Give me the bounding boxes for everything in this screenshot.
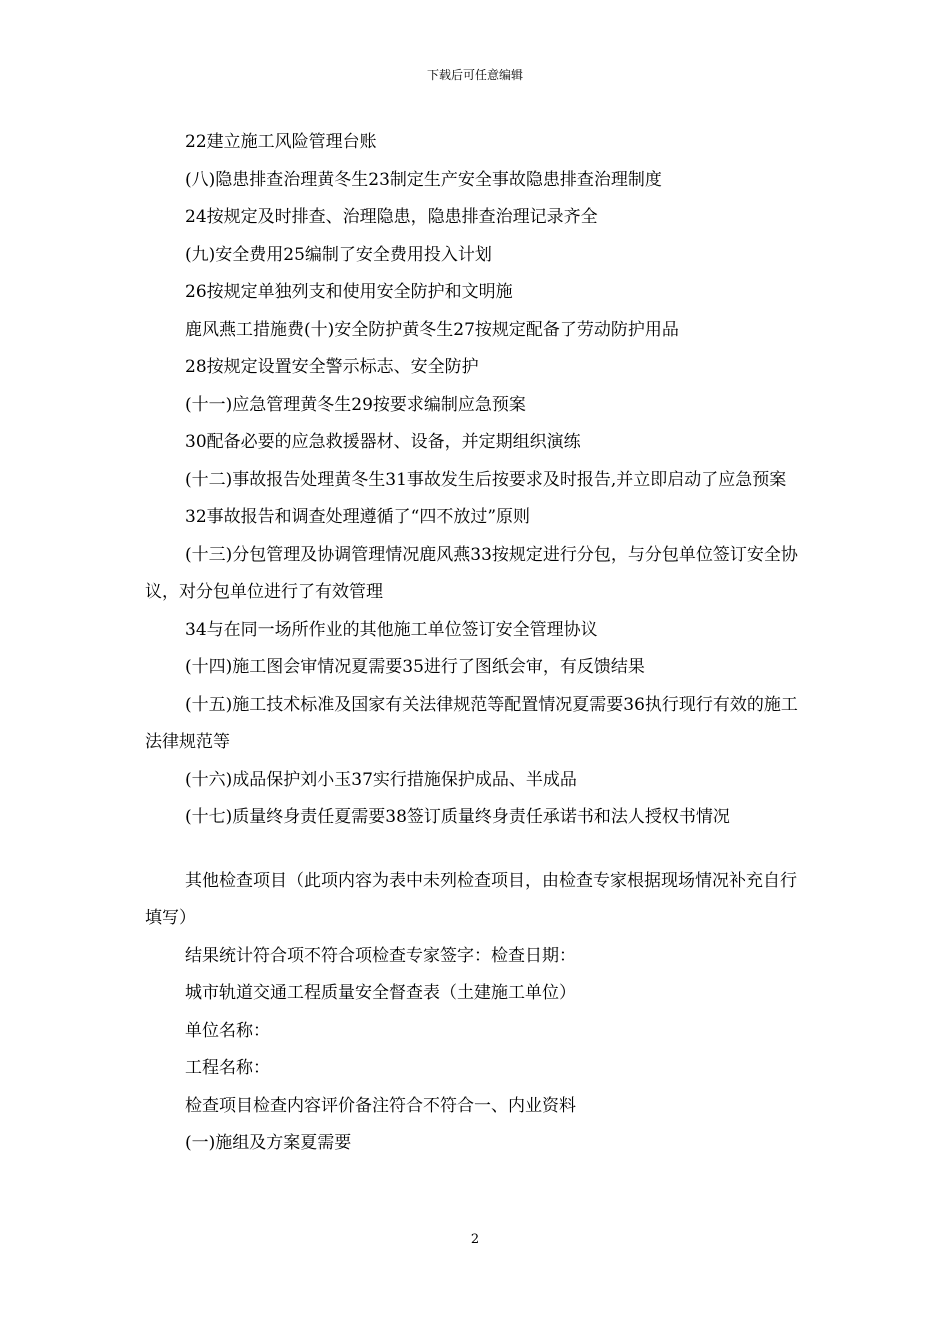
- page-header: 下载后可任意编辑: [426, 68, 523, 82]
- paragraph: (八)隐患排查治理黄冬生23制定生产安全事故隐患排查治理制度: [185, 169, 662, 190]
- paragraph: 28按规定设置安全警示标志、安全防护: [185, 357, 479, 377]
- paragraph: 34与在同一场所作业的其他施工单位签订安全管理协议: [185, 619, 598, 640]
- paragraph: (十二)事故报告处理黄冬生31事故发生后按要求及时报告,并立即启动了应急预案: [185, 469, 787, 490]
- paragraph: 其他检查项目（此项内容为表中未列检查项目，由检查专家根据现场情况补充自行填写）: [145, 870, 797, 928]
- paragraph: (十七)质量终身责任夏需要38签订质量终身责任承诺书和法人授权书情况: [185, 807, 730, 827]
- paragraph: (十三)分包管理及协调管理情况鹿风燕33按规定进行分包，与分包单位签订安全协议，对分包单位进行了有效管理: [145, 544, 798, 602]
- paragraph: 32事故报告和调查处理遵循了“四不放过”原则: [185, 507, 531, 527]
- paragraph: 单位名称：: [185, 1020, 270, 1041]
- paragraph: (十一)应急管理黄冬生29按要求编制应急预案: [185, 394, 526, 415]
- paragraph: 24按规定及时排查、治理隐患，隐患排查治理记录齐全: [185, 207, 598, 227]
- paragraph: 结果统计符合项不符合项检查专家签字：检查日期：: [185, 945, 576, 966]
- paragraph: 30配备必要的应急救援器材、设备，并定期组织演练: [185, 432, 581, 452]
- paragraph: (十五)施工技术标准及国家有关法律规范等配置情况夏需要36执行现行有效的施工法律规范等: [145, 694, 798, 752]
- paragraph: 城市轨道交通工程质量安全督查表（土建施工单位）: [185, 983, 576, 1003]
- paragraph: (九)安全费用25编制了安全费用投入计划: [185, 244, 492, 265]
- paragraph: 工程名称：: [185, 1058, 270, 1078]
- document-body: [145, 124, 810, 1163]
- paragraph: 26按规定单独列支和使用安全防护和文明施: [185, 282, 513, 302]
- paragraph: (一)施组及方案夏需要: [185, 1133, 352, 1153]
- page-number: 2: [470, 1232, 480, 1247]
- paragraph: 22建立施工风险管理台账: [185, 132, 377, 152]
- paragraph: (十四)施工图会审情况夏需要35进行了图纸会审，有反馈结果: [185, 657, 645, 677]
- paragraph: (十六)成品保护刘小玉37实行措施保护成品、半成品: [185, 769, 577, 790]
- paragraph: 检查项目检查内容评价备注符合不符合一、内业资料: [185, 1095, 576, 1116]
- section-gap: [145, 837, 810, 863]
- paragraph: 鹿风燕工措施费(十)安全防护黄冬生27按规定配备了劳动防护用品: [185, 319, 679, 340]
